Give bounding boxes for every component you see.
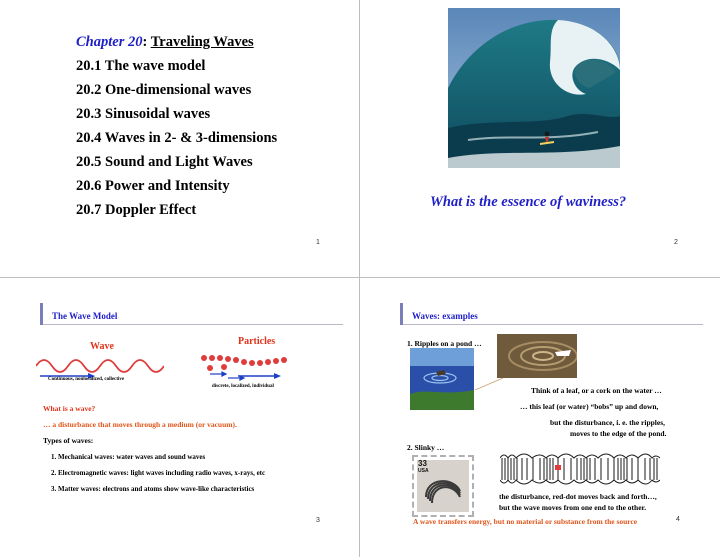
slide-title: The Wave Model <box>52 311 118 321</box>
section-item: 20.6 Power and Intensity <box>76 178 230 194</box>
surfer-wave-photo <box>448 8 620 168</box>
example-ripples: 1. Ripples on a pond … <box>407 339 482 348</box>
slinky-line-1: the disturbance, red-dot moves back and forth…, <box>499 492 657 501</box>
header-accent-bar <box>40 303 43 325</box>
wave-caption: Continuous, nonlocalized, collective <box>48 377 125 382</box>
slide-divider-horizontal <box>0 277 720 278</box>
types-heading: Types of waves: <box>43 436 94 445</box>
essence-question: What is the essence of waviness? <box>430 194 627 210</box>
particles-arrow-icon <box>238 372 282 380</box>
leaf-line-3: but the disturbance, i. e. the ripples, <box>550 418 666 427</box>
energy-conclusion: A wave transfers energy, but no material or substance from the source <box>413 517 638 526</box>
section-item: 20.3 Sinusoidal waves <box>76 106 211 122</box>
header-underline <box>43 324 343 325</box>
leaf-line-4: moves to the edge of the pond. <box>570 429 667 438</box>
slinky-line-2: but the wave moves from one end to the other. <box>499 503 647 512</box>
section-item: 20.5 Sound and Light Waves <box>76 154 253 170</box>
slide-divider-vertical <box>359 0 360 557</box>
duck-pond-photo <box>410 348 474 410</box>
wave-label: Wave <box>90 341 114 352</box>
page-number: 1 <box>316 239 320 246</box>
header-accent-bar <box>400 303 403 325</box>
slinky-stamp <box>412 455 474 517</box>
type-item: 3. Matter waves: electrons and atoms show wave-like characteristics <box>51 485 255 493</box>
section-item: 20.2 One-dimensional waves <box>76 82 252 98</box>
type-item: 2. Electromagnetic waves: light waves including radio waves, x-rays, etc <box>51 469 266 477</box>
section-item: 20.4 Waves in 2- & 3-dimensions <box>76 130 278 146</box>
type-item: 1. Mechanical waves: water waves and sound waves <box>51 453 206 461</box>
page-number: 2 <box>674 239 678 246</box>
page-number: 4 <box>676 516 680 523</box>
section-item: 20.1 The wave model <box>76 58 206 74</box>
chapter-label: Chapter 20 <box>76 34 143 50</box>
pointer-line <box>475 378 505 390</box>
header-underline <box>403 324 703 325</box>
section-item: 20.7 Doppler Effect <box>76 202 197 218</box>
slinky-wave-illustration <box>500 452 660 486</box>
leaf-line-1: Think of a leaf, or a cork on the water … <box>531 386 662 395</box>
wave-question: What is a wave? <box>43 404 96 413</box>
slide-title: Waves: examples <box>412 311 478 321</box>
wave-definition: … a disturbance that moves through a medium (or vacuum). <box>43 420 237 429</box>
stamp-value: 33 <box>418 459 427 468</box>
chapter-title: Traveling Waves <box>150 34 254 50</box>
chapter-sep: : <box>142 34 148 50</box>
pond-ripples-photo <box>497 334 577 378</box>
chapter-heading <box>76 34 254 51</box>
particles-caption: discrete, localized, individual <box>212 384 274 389</box>
particles-label: Particles <box>238 336 276 347</box>
example-slinky: 2. Slinky … <box>407 443 445 452</box>
leaf-line-2: … this leaf (or water) “bobs” up and down, <box>520 402 659 411</box>
red-dot-marker <box>555 465 561 470</box>
stamp-country: USA <box>418 468 429 474</box>
page-number: 3 <box>316 517 320 524</box>
